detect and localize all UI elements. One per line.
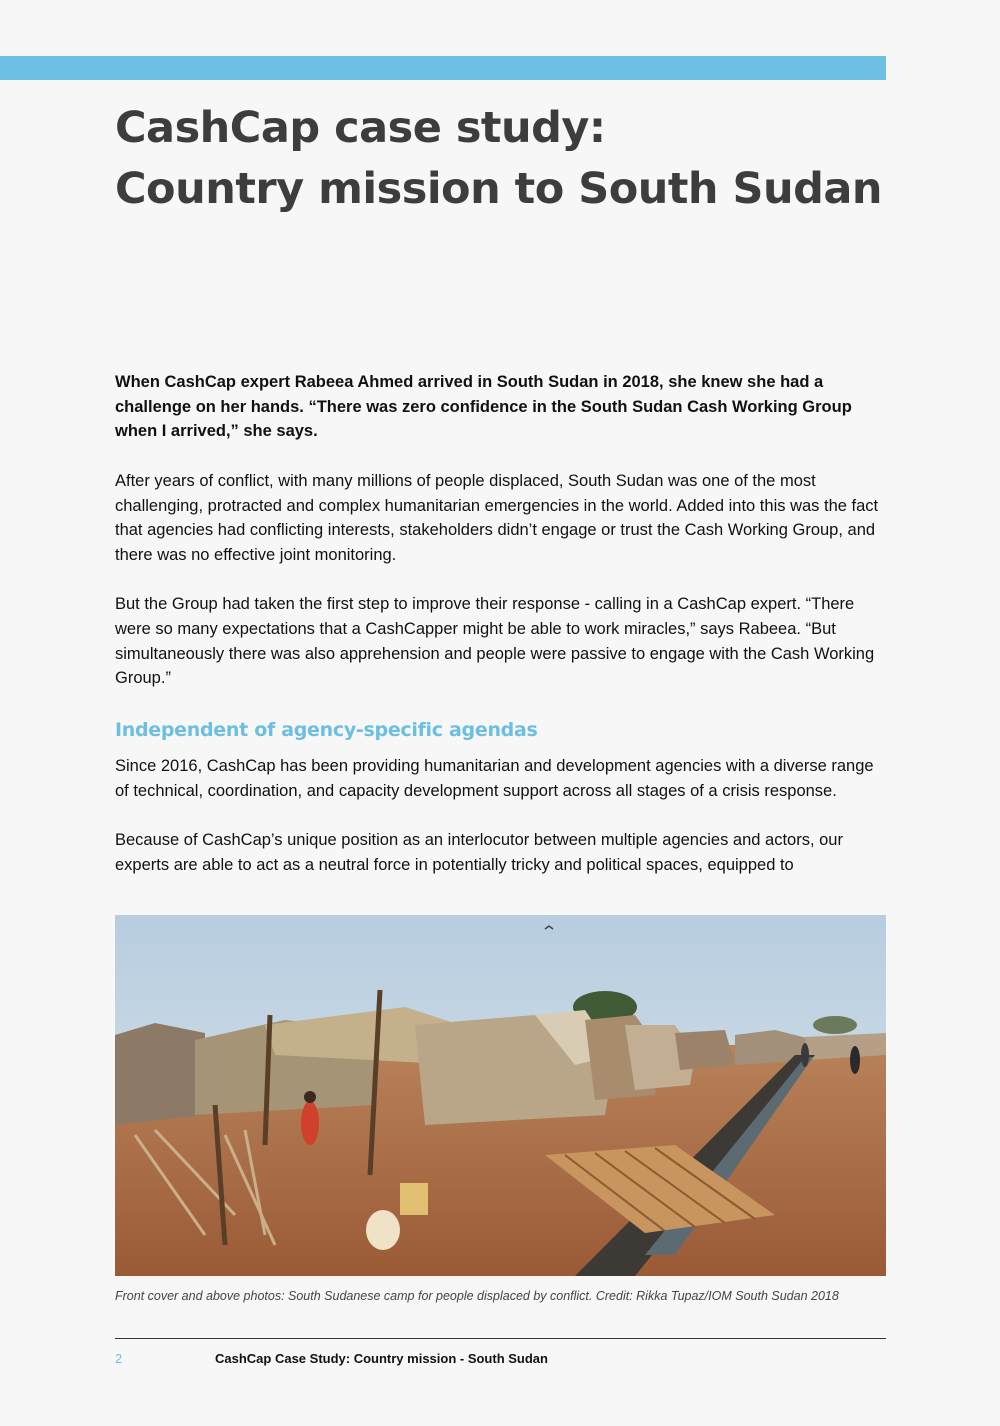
header-accent-bar <box>0 56 886 80</box>
lead-paragraph: When CashCap expert Rabeea Ahmed arrived in South Sudan in 2018, she knew she had a challenge on her hands. “There was zero confidence in the South Sudan Cash Working Group when I arrived,” she says. <box>115 373 852 441</box>
photo-caption: Front cover and above photos: South Sudanese camp for people displaced by conflict. Credit: Rikka Tupaz/IOM South Sudan 2018 <box>115 1289 839 1303</box>
footer-divider <box>115 1338 886 1339</box>
camp-photo <box>115 915 886 1276</box>
body-paragraph-4: Because of CashCap’s unique position as an interlocutor between multiple agencies and actors, our experts are able to act as a neutral force in potentially tricky and political spaces, equipped to <box>115 830 843 874</box>
footer-title: CashCap Case Study: Country mission - South Sudan <box>215 1351 548 1366</box>
page-title <box>115 98 895 220</box>
section-subheading: Independent of agency-specific agendas <box>115 718 538 741</box>
page-number: 2 <box>115 1351 123 1366</box>
body-paragraph-2: But the Group had taken the first step to improve their response - calling in a CashCap expert. “There were so many expectations that a CashCapper might be able to work miracles,” says Rabeea. “But simultaneously there was also apprehension and people were passive to engage with the Cash Working Group.” <box>115 595 875 688</box>
body-paragraph-1: After years of conflict, with many millions of people displaced, South Sudan was one of the most challenging, protracted and complex humanitarian emergencies in the world. Added into this was the fact that agencies had conflicting interests, stakeholders didn’t engage or trust the Cash Working Group, and there was no effective joint monitoring. <box>115 471 879 564</box>
title-line-1: CashCap case study: <box>115 103 606 153</box>
title-line-2: Country mission to South Sudan <box>115 164 882 214</box>
article-body <box>115 370 890 902</box>
body-paragraph-3: Since 2016, CashCap has been providing humanitarian and development agencies with a diverse range of technical, coordination, and capacity development support across all stages of a crisis response. <box>115 756 874 800</box>
